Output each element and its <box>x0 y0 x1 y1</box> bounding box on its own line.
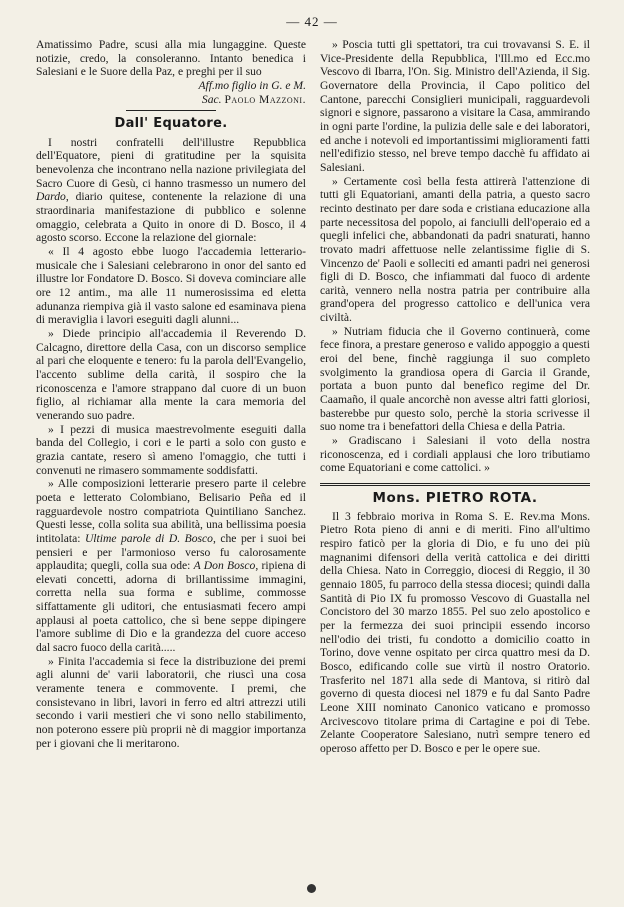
intro-text-b: , diario quitese, contenente la relazione di una straordinaria manifestazione di pubblico e solenne omaggio, celebrata a Quito in onore di D. Bosco, il 4 agosto scorso. Eccone la relazione del giornale: <box>36 190 306 245</box>
left-column <box>36 38 306 750</box>
report-paragraph-3: » I pezzi di musica maestrevolmente eseguiti dalla banda del Collegio, i cori e le parti a solo con gusto e grazia cantate, resero sì ameno l'omaggio, che tutti i convenuti ne rimasero sommamente soddisfatti. <box>36 422 306 477</box>
section-divider <box>126 110 216 111</box>
letter-signature <box>36 93 306 107</box>
report-paragraph-5: » Finita l'accademia si fece la distribuzione dei premi agli alunni de' varii laboratorii, che riuscì una cosa veramente tenera e commovente. I premi, che consistevano in libri, lavori in ferro ed altri attrezzi utili secondo i varii mestieri che vi sono nello stabilimento, non poterono essere più proprii nè di maggior importanza per i giovani che li meritarono. <box>36 654 306 750</box>
report-paragraph-4 <box>36 477 306 655</box>
poem-title-2: A Don Bosco <box>193 559 256 573</box>
newspaper-name: Dardo <box>36 190 66 204</box>
report-paragraph-8: » Nutriam fiducia che il Governo continuerà, come fece finora, a prestare generoso e valido appoggio a questi eroi del bene, finchè raggiunga il suo completo svolgimento la grandiosa opera di Garcia il Grande, portata a buon punto dal benefico regime del Dr. Caamaño, il quale ancorchè non avesse altri fatti gloriosi, basterebbe pur questo solo, perchè la storia scrivesse il suo nome tra i benefattori della Chiesa e della Patria. <box>320 324 590 434</box>
p5-text-c: , ripiena di elevati concetti, adorna di brillantissime immagini, corretta nella sua forma e sublime, commosse siffattamente gli uditori, che entusiasmati fecero ampi applausi al poeta cattolico, che sì bene seppe dipingere l'amore sublime di Dio e la grandezza del cuore acceso dal sacro fuoco della carità..... <box>36 559 306 655</box>
letter-closing-formula: Aff.mo figlio in G. e M. <box>198 78 306 92</box>
ecuador-section-title: Dall' Equatore. <box>114 116 228 132</box>
intro-text-a: I nostri confratelli dell'illustre Repubblica dell'Equatore, pieni di gratitudine per la squisita benevolenza che incontrano nella nazione privilegiata del Sacro Cuore di Gesù, ci hanno trasmesso un numero del <box>36 135 306 190</box>
obituary-divider <box>320 483 590 486</box>
signature-prefix: Sac. <box>201 92 222 106</box>
report-paragraph-1: « Il 4 agosto ebbe luogo l'accademia letterario-musicale che i Salesiani celebrarono in onor del santo ed illustre lor Fondatore D. Bosco. Si doveva cominciare alle ore 12 antim., ma alle 11 numerosissima ed eletta adunanza riempiva già il vasto salone ed esaminava piena di meraviglia i lavori eseguiti dagli alunni... <box>36 245 306 327</box>
obituary-paragraph: Il 3 febbraio moriva in Roma S. E. Rev.ma Mons. Pietro Rota pieno di anni e di meriti. Fino all'ultimo respiro faticò per la gloria di Dio, e fu uno dei più magnanimi difensori della verità cattolica e dei diritti della Chiesa. Nato in Correggio, diocesi di Reggio, il 30 gennaio 1805, fu parroco della stessa diocesi; quindi dalla Santità di Pio IX fu promosso Vescovo di Guastalla nel Concistoro del 30 marzo 1855. Pel suo zelo apostolico e per la fermezza dei suoi principii essendo incorso nell'odio dei tristi, fu condotto a domicilio coatto in Torino, dove venne ospitato per circa quattro mesi da D. Bosco, edificando colle sue virtù il nostro Oratorio. Trasferito nel 1871 alla sede di Mantova, si ritirò dal governo di questa diocesi nel 1879 e fu dal Santo Padre Leone XIII nominato Canonico vaticano e promosso Arcivescovo titolare prima di Cartagine e poi di Tebe. Zelante Cooperatore Salesiano, nutrì sempre tenero ed operoso affetto per D. Bosco e per le opere sue. <box>320 509 590 755</box>
report-paragraph-9: » Gradiscano i Salesiani il voto della nostra riconoscenza, ed i cordiali applausi che loro tributiamo come Equatoriani e come cattolici. » <box>320 434 590 475</box>
poem-title-1: Ultime parole di D. Bosco <box>84 531 213 545</box>
report-paragraph-6: » Poscia tutti gli spettatori, tra cui trovavansi S. E. il Vice-Presidente della Repubblica, l'Ill.mo ed Ecc.mo Vescovo di Ibarra, l'On. Sig. Ministro dell'Azienda, il Sig. Governatore della Provincia, il Capo politico del Cantone, parecchi Consiglieri municipali, ragguardevoli signori e signore, passarono a visitare la Casa, ammirando in ogni parte l'ordine, la pulizia delle sale e dei laboratori, ed anche i notevoli ed importantissimi miglioramenti fatti nell'edifizio stesso, nel breve tempo dacchè fu affidato ai Salesiani. <box>320 38 590 174</box>
signature-name: Paolo Mazzoni. <box>224 92 306 106</box>
letter-closing-paragraph: Amatissimo Padre, scusi alla mia lungaggine. Queste notizie, credo, la consoleranno. Intanto benedica i Salesiani e le Suore della Paz, e preghi per il suo <box>36 38 306 79</box>
page-number: — 42 — <box>286 14 338 29</box>
bottom-ornament-icon <box>307 884 316 893</box>
ecuador-intro-paragraph <box>36 136 306 245</box>
report-paragraph-7: » Certamente così bella festa attirerà l'attenzione di tutti gli Equatoriani, amanti della patria, a questo sacro recinto destinato per dare soda e cristiana educazione alla parte necessitosa del popolo, ai fanciulli dell'operaio ed a quegli infelici che, abbandonati da padri snaturati, hanno trovato madri affettuose nelle zelantissime figlie di S. Vincenzo de' Paoli e solleciti ed amanti padri nei generosi figli di D. Bosco, che infiammati dal fuoco di ardente carità, vennero nella nostra patria per contribuire alla grand'opera del progresso cattolico e dell'unica vera civiltà. <box>320 174 590 325</box>
obituary-title: Mons. PIETRO ROTA. <box>372 490 538 506</box>
report-paragraph-2: » Diede principio all'accademia il Reverendo D. Calcagno, direttore della Casa, con un discorso semplice al pari che eloquente e tenero: fu la parola dell'Evangelio, l'accento sublime della carità, il sospiro che la riconoscenza e l'amore strappano dal cuore di un buon figlio, al richiamar alla mente la cara memoria del venerando suo padre. <box>36 327 306 422</box>
right-column <box>320 38 590 755</box>
p5-text-b: , che per i suoi bei pensieri e per l'armonioso verso fu calorosamente applaudita; quegli, colla sua ode: <box>36 531 306 573</box>
p5-text-a: » Alle composizioni letterarie presero parte il celebre poeta e letterato Colombiano, Belisario Peña ed il ragguardevole nostro compatriota Quintiliano Sanchez. Questi lesse, colla solita sua abilità, una bellissima poesia intitolata: <box>36 477 306 545</box>
